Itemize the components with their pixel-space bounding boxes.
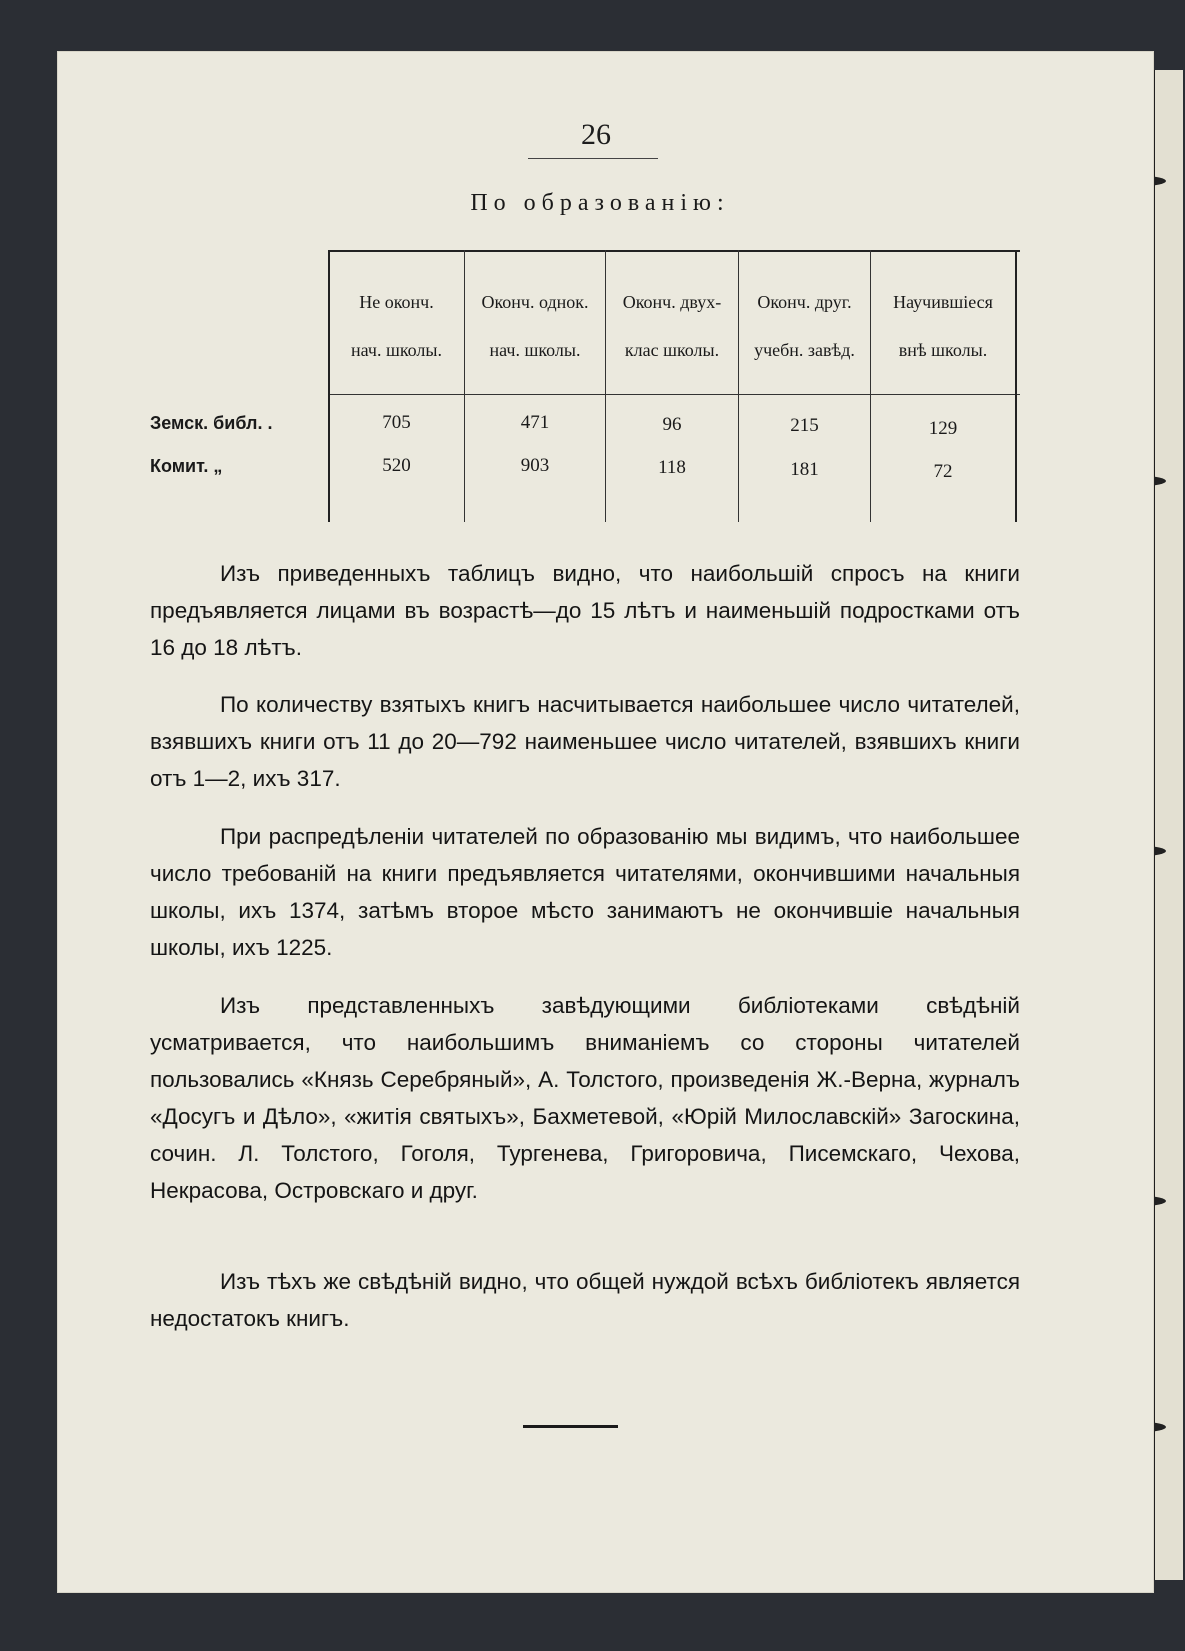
table-right-border: [1015, 250, 1017, 522]
table-cell: 705: [382, 412, 411, 433]
end-rule: [523, 1425, 618, 1428]
column-header-one-class: Оконч. однок. нач. школы.: [481, 292, 589, 360]
column-header-two-class: Оконч. двух- клас школы.: [622, 292, 722, 360]
paragraph-text: По количеству взятыхъ книгъ насчитывается наибольшее число читателей, взявшихъ книги отъ 11 до 20—792 наименьшее число читателей, взявшихъ книги отъ 1—2, ихъ 317.: [150, 692, 1020, 791]
table-cell: 471: [520, 412, 550, 433]
paragraph-books-count: [150, 686, 1020, 797]
paragraph-popular-works: [150, 987, 1020, 1209]
section-title: По образованію:: [470, 190, 730, 216]
column-header-outside-school: Научившіеся внѣ школы.: [893, 292, 993, 360]
row-label-zemstvo: Земск. библ. .: [150, 413, 273, 433]
table-header-rule: [328, 394, 1020, 395]
column-header-not-finished: Не оконч. нач. школы.: [351, 292, 442, 360]
table-cell: 118: [658, 457, 686, 478]
paragraph-book-shortage: [150, 1263, 1020, 1337]
page-number-rule: [528, 158, 658, 159]
table-cell: 96: [662, 414, 682, 435]
paragraph-age-demand: [150, 555, 1020, 666]
table-cell: 181: [790, 459, 819, 480]
table-top-rule: [328, 250, 1020, 252]
table-cell: 129: [928, 418, 958, 439]
table-cell: 903: [520, 455, 550, 476]
paragraph-text: Изъ тѣхъ же свѣдѣній видно, что общей нуждой всѣхъ библіотекъ является недостатокъ книгъ.: [150, 1269, 1020, 1331]
row-label-committee: Комит. „: [150, 456, 223, 476]
page-number: 26: [581, 118, 611, 151]
table-cell: 72: [933, 461, 953, 482]
paragraph-text: При распредѣленіи читателей по образованію мы видимъ, что наибольшее число требованій на книги предъявляется читателями, окончившими начальныя школы, ихъ 1374, затѣмъ второе мѣсто занимаютъ не окончившіе начальныя школы, ихъ 1225.: [150, 824, 1020, 960]
paragraph-education: [150, 818, 1020, 966]
adjacent-page-edge: [1153, 70, 1183, 1580]
paragraph-text: Изъ приведенныхъ таблицъ видно, что наибольшій спросъ на книги предъявляется лицами въ возрастѣ—до 15 лѣтъ и наименьшій подростками отъ 16 до 18 лѣтъ.: [150, 561, 1020, 660]
column-header-other-schools: Оконч. друг. учебн. завѣд.: [754, 292, 855, 360]
table-cell: 520: [382, 455, 411, 476]
table-cell: 215: [790, 415, 819, 436]
paragraph-text: Изъ представленныхъ завѣдующими библіотеками свѣдѣній усматривается, что наибольшимъ вниманіемъ со стороны читателей пользовались «Князь Серебряный», А. Толстого, произведенія Ж.-Верна, журналъ «Досугъ и Дѣло», «житія святыхъ», Бахметевой, «Юрій Милославскій» Загоскина, сочин. Л. Толстого, Гоголя, Тургенева, Григоровича, Писемскаго, Чехова, Некрасова, Островскаго и друг.: [150, 993, 1020, 1203]
education-table: [150, 250, 1020, 520]
